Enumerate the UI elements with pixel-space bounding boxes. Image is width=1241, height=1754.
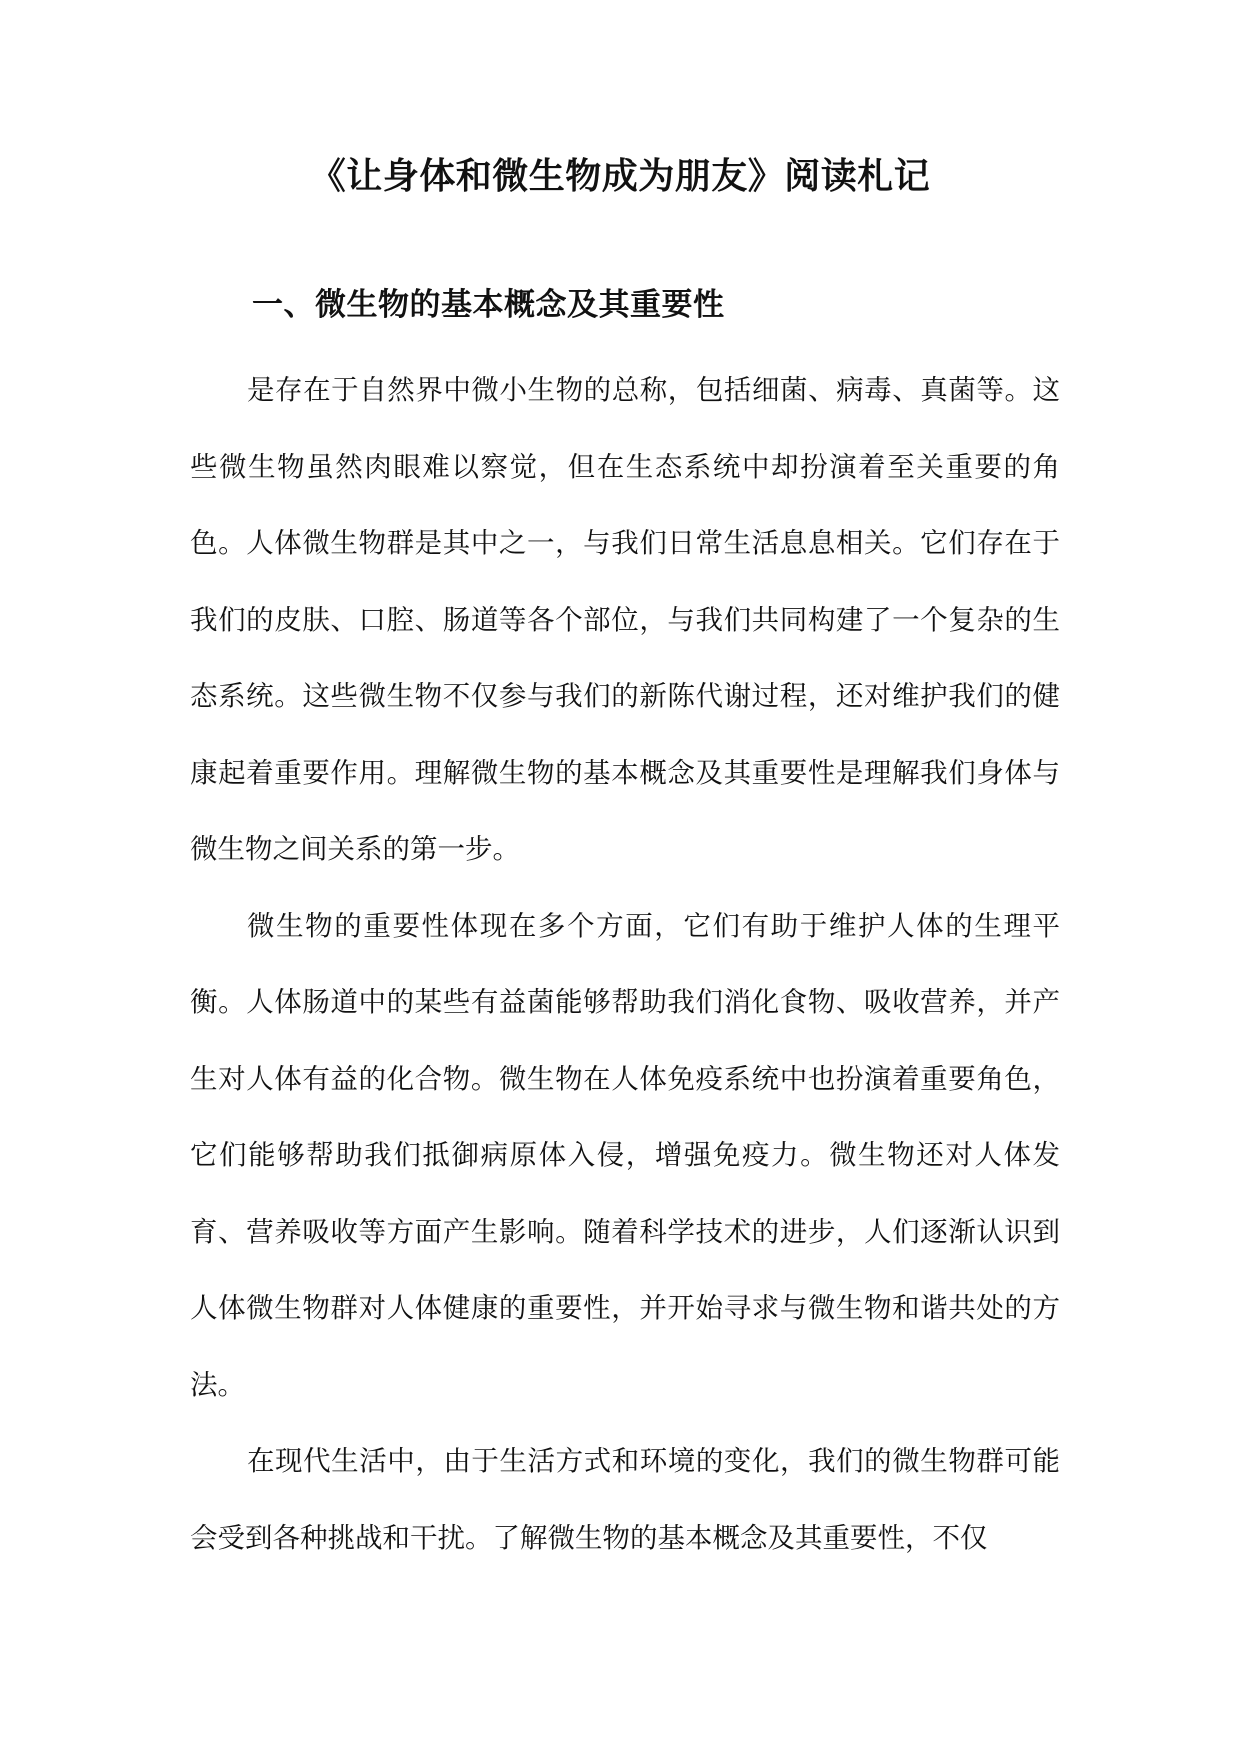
paragraph-2: 微生物的重要性体现在多个方面，它们有助于维护人体的生理平衡。人体肠道中的某些有益菌能够帮助我们消化食物、吸收营养，并产生对人体有益的化合物。微生物在人体免疫系统中也扮演着重要角色，它们能够帮助我们抵御病原体入侵，增强免疫力。微生物还对人体发育、营养吸收等方面产生影响。随着科学技术的进步，人们逐渐认识到人体微生物群对人体健康的重要性，并开始寻求与微生物和谐共处的方法。 xyxy=(190,909,1060,1401)
document-title: 《让身体和微生物成为朋友》阅读札记 xyxy=(309,155,931,197)
paragraph-1: 是存在于自然界中微小生物的总称，包括细菌、病毒、真菌等。这些微生物虽然肉眼难以察觉，但在生态系统中却扮演着至关重要的角色。人体微生物群是其中之一，与我们日常生活息息相关。它们存在于我们的皮肤、口腔、肠道等各个部位，与我们共同构建了一个复杂的生态系统。这些微生物不仅参与我们的新陈代谢过程，还对维护我们的健康起着重要作用。理解微生物的基本概念及其重要性是理解我们身体与微生物之间关系的第一步。 xyxy=(190,374,1060,865)
paragraph-3: 在现代生活中，由于生活方式和环境的变化，我们的微生物群可能会受到各种挑战和干扰。了解微生物的基本概念及其重要性，不仅 xyxy=(190,1445,1060,1554)
section-heading: 一、微生物的基本概念及其重要性 xyxy=(252,287,725,323)
document-body xyxy=(190,352,1060,1576)
